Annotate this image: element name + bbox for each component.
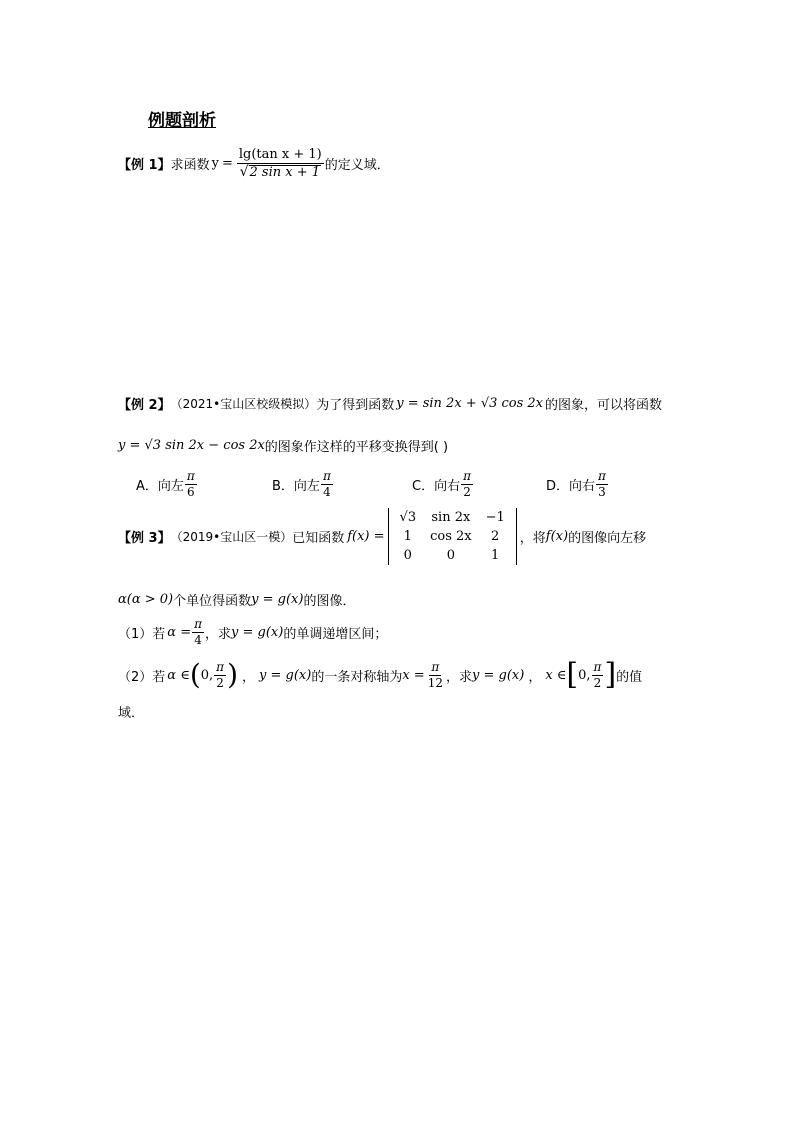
example-2-source-function: y = √3 sin 2x − cos 2x (118, 438, 265, 453)
question-2-label: （2）若 (118, 669, 166, 685)
option-b-letter: B． (272, 478, 294, 494)
question-2-x: x ∈ (545, 667, 567, 683)
option-d-fraction (596, 470, 608, 498)
question-2-alpha: α ∈ (167, 667, 190, 683)
example-1-denominator: 2 sin x + 1 (249, 164, 320, 180)
option-b-fraction (321, 470, 333, 498)
option-c-den: 2 (463, 484, 471, 499)
example-1-y: y (211, 156, 219, 172)
right-paren-icon: ) (227, 658, 238, 691)
example-3-prompt: 已知函数 (292, 531, 345, 546)
question-2-mid2: 的一条对称轴为 (311, 669, 403, 685)
option-c-text: 向右 (434, 478, 461, 494)
example-2-mid: 的图象，可以将函数 (545, 398, 663, 413)
example-3-line-2 (118, 590, 355, 609)
example-3-source: （2019•宝山区一模） (170, 530, 293, 544)
question-2-func2: y = g(x) (472, 667, 525, 683)
question-2-axis-fraction (426, 661, 445, 689)
option-b-den: 4 (323, 484, 331, 499)
option-d-den: 3 (598, 484, 606, 499)
option-c-fraction (461, 470, 473, 498)
example-2-source: （2021•宝山区校级模拟） (170, 397, 317, 411)
option-a-fraction (185, 470, 197, 498)
example-3-label: 【例 3】 (118, 531, 171, 546)
option-a-text: 向左 (157, 478, 184, 494)
det-cell-3-2: 0 (446, 548, 455, 563)
question-1-tail: 的单调递增区间； (283, 626, 388, 642)
question-2-axis-num: π (431, 659, 440, 674)
example-1-fraction (237, 148, 324, 179)
question-1-den: 4 (194, 632, 202, 647)
question-2-den: 2 (216, 675, 224, 690)
question-2-axis: x = (402, 667, 425, 683)
question-2-func: y = g(x) (259, 667, 312, 683)
option-c-letter: C． (412, 478, 435, 494)
section-title: 例题剖析 (148, 111, 216, 131)
option-c (412, 470, 474, 498)
question-2-int2-num: π (593, 659, 602, 674)
question-1-label: （1）若 (118, 626, 166, 642)
example-3-line-1 (118, 508, 646, 565)
example-1-label: 【例 1】 (118, 158, 171, 174)
option-d (546, 470, 609, 498)
example-3-line2-text1: 个单位得函数 (173, 594, 252, 609)
option-a-letter: A． (136, 478, 158, 494)
question-2-interval-left: 0, (200, 667, 214, 683)
example-3-line2-text2: 的图像． (303, 594, 356, 609)
question-1-alpha: α = (167, 624, 192, 640)
question-2-int2-den: 2 (593, 675, 602, 690)
example-2-tail: 的图象作这样的平移变换得到( ) (264, 440, 449, 455)
option-c-num: π (463, 469, 471, 483)
det-cell-1-2: sin 2x (431, 510, 471, 525)
det-cell-1-1: √3 (399, 510, 417, 525)
question-2-mid1: ， (242, 669, 256, 685)
question-2-tail: 的值 (616, 669, 643, 685)
det-cell-3-1: 0 (403, 548, 412, 563)
example-2-target-function: y = sin 2x + √3 cos 2x (396, 396, 544, 411)
example-2-line-1 (118, 394, 662, 413)
example-3-func2: f(x) (545, 529, 569, 544)
det-cell-1-3: −1 (485, 510, 505, 525)
left-bracket-icon: [ (566, 657, 579, 692)
sqrt-icon: √ (239, 163, 249, 180)
example-1-eq: = (221, 156, 233, 172)
option-b (272, 470, 334, 498)
example-1-numerator: lg(tan x + 1) (238, 147, 322, 162)
option-b-text: 向左 (293, 478, 320, 494)
determinant (388, 508, 517, 565)
question-2-mid4: ， (528, 669, 542, 685)
det-cell-2-1: 1 (403, 529, 412, 544)
question-2 (118, 657, 643, 692)
question-1 (118, 618, 387, 646)
question-1-mid: ，求 (204, 626, 231, 642)
question-2-int2-fraction (592, 661, 604, 689)
example-3-line2-func: y = g(x) (251, 592, 304, 607)
question-1-fraction (192, 618, 204, 646)
example-2-prompt: 为了得到函数 (316, 398, 395, 413)
question-2-num: π (216, 659, 225, 674)
example-3-after2: 的图像向左移 (568, 531, 647, 546)
det-cell-3-3: 1 (491, 548, 500, 563)
question-2-axis-den: 12 (427, 675, 443, 690)
example-2-label: 【例 2】 (118, 398, 171, 413)
question-1-num: π (194, 617, 202, 631)
question-2-mid3: ，求 (445, 669, 472, 685)
right-bracket-icon: ] (604, 657, 617, 692)
det-cell-2-2: cos 2x (430, 529, 472, 544)
left-paren-icon: ( (189, 658, 201, 691)
option-b-num: π (322, 469, 331, 483)
example-2-line-2 (118, 436, 448, 455)
question-1-func: y = g(x) (231, 624, 284, 640)
example-1 (118, 148, 390, 179)
option-a-den: 6 (187, 484, 195, 499)
example-1-tail: 的定义域． (324, 158, 390, 174)
option-a-num: π (186, 469, 195, 483)
example-3-func: f(x) = (347, 529, 385, 544)
option-a (136, 470, 198, 498)
option-d-letter: D． (546, 478, 570, 494)
example-3-alpha-shift: α(α > 0) (118, 592, 174, 607)
question-2-fraction (214, 661, 226, 689)
option-d-text: 向右 (569, 478, 596, 494)
option-d-num: π (598, 469, 606, 483)
example-1-prompt: 求函数 (170, 158, 210, 174)
example-1-denominator-root (238, 164, 323, 180)
example-3-after: ，将 (519, 531, 546, 546)
question-2-tail-2: 域． (118, 706, 145, 721)
question-2-int2-left: 0, (578, 667, 591, 683)
det-cell-2-3: 2 (491, 529, 500, 544)
